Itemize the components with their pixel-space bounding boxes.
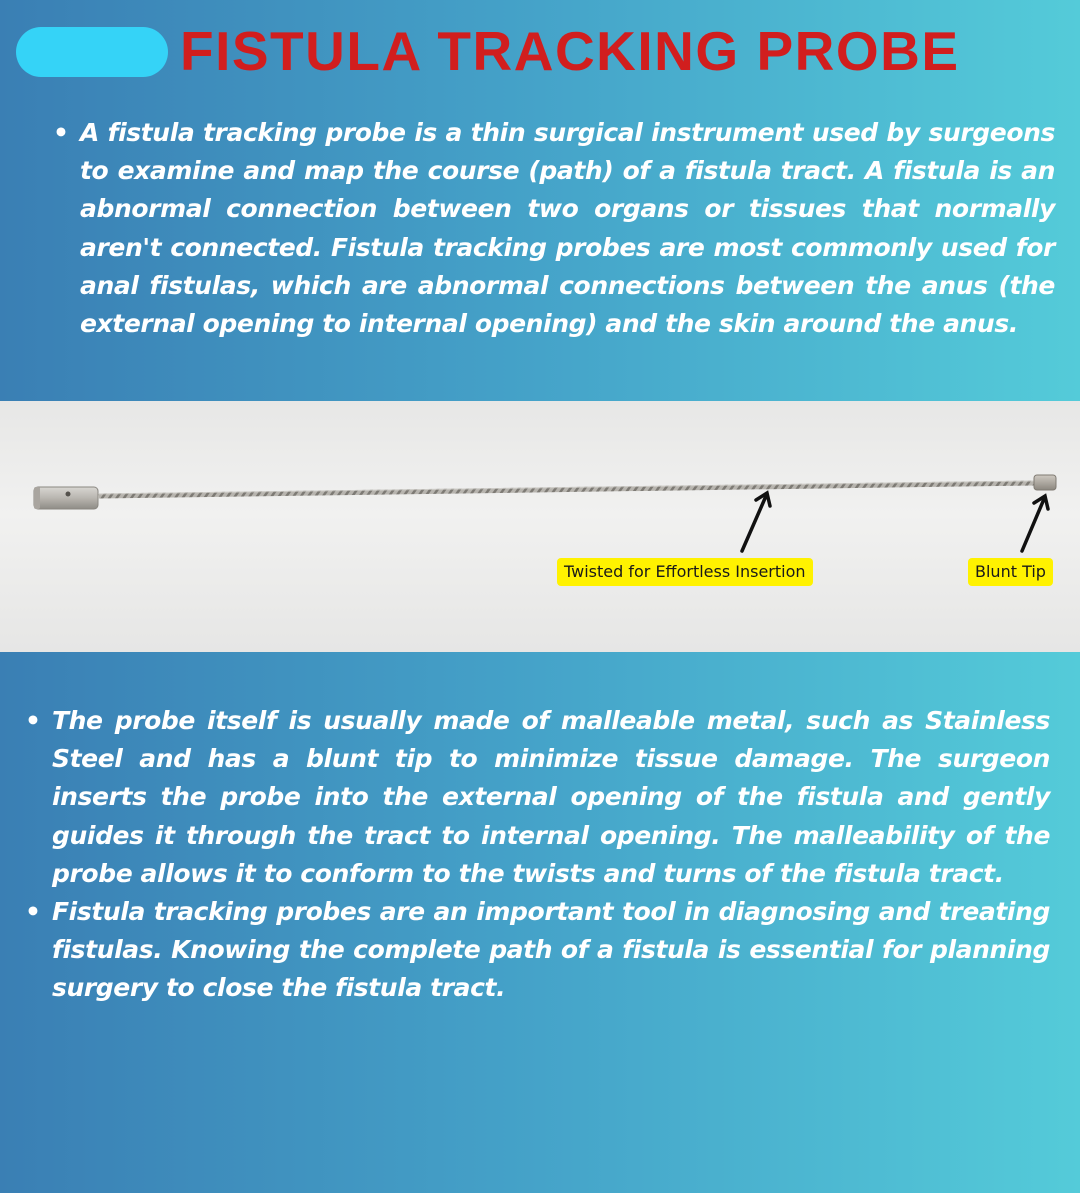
probe-handle — [34, 487, 98, 509]
details-bullet: • The probe itself is usually made of malleable metal, such as Stainless Steel and has a blunt tip to minimize tissue damage. The surgeon inserts the probe into the external opening of the fistula and gently guides it through the tract to internal opening. The malleability of the probe allows it to conform to the twists and turns of the fistula tract. — [52, 702, 1050, 893]
page-title: FISTULA TRACKING PROBE — [180, 20, 960, 82]
twist-annotation-label: Twisted for Effortless Insertion — [557, 558, 813, 586]
intro-list — [80, 114, 1055, 343]
probe-tip — [1034, 475, 1056, 490]
probe-illustration — [0, 401, 1080, 652]
tip-annotation-label: Blunt Tip — [968, 558, 1053, 586]
arrow-twist-icon — [742, 493, 770, 551]
intro-bullet: • A fistula tracking probe is a thin surgical instrument used by surgeons to examine and map the course (path) of a fistula tract. A fistula is an abnormal connection between two organs or tissues that normally aren't connected. Fistula tracking probes are most commonly used for anal fistulas, which are abnormal connections between the anus (the external opening to internal opening) and the skin around the anus. — [80, 114, 1055, 343]
arrow-tip-icon — [1022, 496, 1048, 551]
probe-photo — [0, 401, 1080, 652]
details-bullet: • Fistula tracking probes are an important tool in diagnosing and treating fistulas. Knowing the complete path of a fistula is essential for planning surgery to close the fistula tract. — [52, 893, 1050, 1008]
details-list — [52, 702, 1050, 1008]
probe-shaft — [98, 483, 1038, 496]
top-left-blob — [16, 27, 168, 77]
